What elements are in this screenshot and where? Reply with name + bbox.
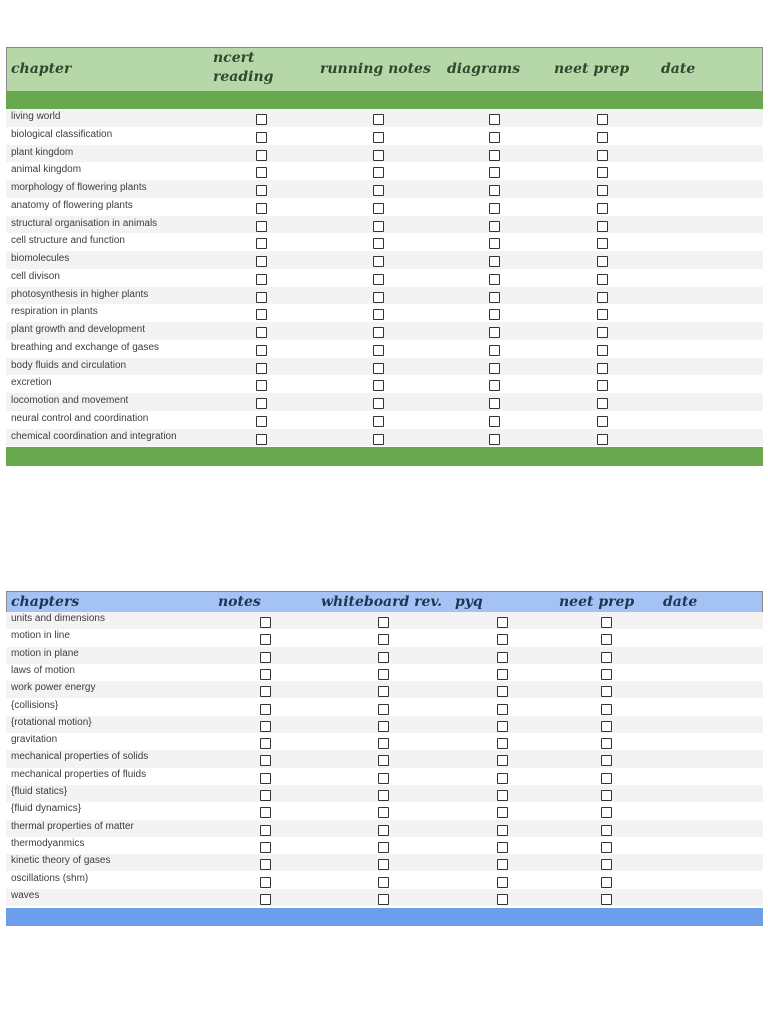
notes-checkbox[interactable]: [260, 634, 271, 645]
notes-checkbox[interactable]: [260, 686, 271, 697]
header-notes: notes: [218, 594, 261, 610]
ncert-reading-checkbox[interactable]: [256, 203, 267, 214]
chapter-label: living world: [11, 111, 61, 122]
neet-prep-checkbox[interactable]: [601, 669, 612, 680]
neet-prep-checkbox[interactable]: [597, 327, 608, 338]
notes-checkbox[interactable]: [260, 859, 271, 870]
table-row: [6, 393, 763, 411]
diagrams-checkbox[interactable]: [489, 309, 500, 320]
table-row: [6, 340, 763, 358]
chapter-label: {fluid dynamics}: [11, 803, 82, 815]
whiteboard-rev-checkbox[interactable]: [378, 842, 389, 853]
chapter-label: motion in line: [11, 630, 70, 642]
pyq-checkbox[interactable]: [497, 686, 508, 697]
whiteboard-rev-checkbox[interactable]: [378, 652, 389, 663]
notes-checkbox[interactable]: [260, 790, 271, 801]
biology-header-row: [6, 47, 763, 92]
neet-prep-checkbox[interactable]: [597, 238, 608, 249]
whiteboard-rev-checkbox[interactable]: [378, 790, 389, 801]
chapter-label: body fluids and circulation: [11, 359, 127, 371]
diagrams-checkbox[interactable]: [489, 345, 500, 356]
ncert-reading-checkbox[interactable]: [256, 309, 267, 320]
table-row: [6, 681, 763, 698]
neet-prep-checkbox[interactable]: [597, 221, 608, 232]
diagrams-checkbox[interactable]: [489, 256, 500, 267]
neet-prep-checkbox[interactable]: [597, 114, 608, 125]
diagrams-checkbox[interactable]: [489, 132, 500, 143]
chapter-label: respiration in plants: [11, 306, 98, 318]
neet-prep-checkbox[interactable]: [597, 363, 608, 374]
whiteboard-rev-checkbox[interactable]: [378, 617, 389, 628]
chapter-label: chemical coordination and integration: [11, 430, 177, 442]
running-notes-checkbox[interactable]: [373, 274, 384, 285]
table-row: [6, 145, 763, 163]
table-row: [6, 180, 763, 198]
pyq-checkbox[interactable]: [497, 825, 508, 836]
chapter-label: mechanical properties of solids: [11, 751, 149, 763]
notes-checkbox[interactable]: [260, 825, 271, 836]
chapter-label: mechanical properties of fluids: [11, 768, 147, 780]
notes-checkbox[interactable]: [260, 877, 271, 888]
pyq-checkbox[interactable]: [497, 894, 508, 905]
header-running-notes: running notes: [320, 61, 431, 77]
neet-prep-checkbox[interactable]: [601, 634, 612, 645]
table-row: [6, 322, 763, 340]
neet-prep-checkbox[interactable]: [601, 755, 612, 766]
ncert-reading-checkbox[interactable]: [256, 274, 267, 285]
table-row: [6, 198, 763, 216]
ncert-reading-checkbox[interactable]: [256, 398, 267, 409]
chapter-label: biological classification: [11, 128, 113, 140]
neet-prep-checkbox[interactable]: [597, 398, 608, 409]
header-whiteboard-rev: whiteboard rev.: [321, 594, 443, 610]
table-row: [6, 429, 763, 447]
pyq-checkbox[interactable]: [497, 634, 508, 645]
chapter-label: work power energy: [11, 682, 96, 694]
chapter-label: thermodyanmics: [11, 837, 85, 849]
pyq-checkbox[interactable]: [497, 721, 508, 732]
whiteboard-rev-checkbox[interactable]: [378, 894, 389, 905]
notes-checkbox[interactable]: [260, 755, 271, 766]
table-row: [6, 664, 763, 681]
notes-checkbox[interactable]: [260, 773, 271, 784]
header-date: date: [661, 61, 696, 77]
ncert-reading-checkbox[interactable]: [256, 167, 267, 178]
running-notes-checkbox[interactable]: [373, 327, 384, 338]
chapter-label: structural organisation in animals: [11, 217, 158, 229]
running-notes-checkbox[interactable]: [373, 309, 384, 320]
notes-checkbox[interactable]: [260, 617, 271, 628]
chapter-label: breathing and exchange of gases: [11, 341, 159, 353]
diagrams-checkbox[interactable]: [489, 167, 500, 178]
table-row: [6, 233, 763, 251]
header-date: date: [663, 594, 698, 610]
pyq-checkbox[interactable]: [497, 704, 508, 715]
chapter-label: laws of motion: [11, 664, 75, 676]
pyq-checkbox[interactable]: [497, 755, 508, 766]
chapter-label: morphology of flowering plants: [11, 182, 147, 193]
neet-prep-checkbox[interactable]: [601, 894, 612, 905]
diagrams-checkbox[interactable]: [489, 185, 500, 196]
whiteboard-rev-checkbox[interactable]: [378, 755, 389, 766]
whiteboard-rev-checkbox[interactable]: [378, 721, 389, 732]
table-row: [6, 216, 763, 234]
chapter-label: motion in plane: [11, 647, 79, 659]
ncert-reading-checkbox[interactable]: [256, 150, 267, 161]
chapter-label: anatomy of flowering plants: [11, 199, 133, 211]
notes-checkbox[interactable]: [260, 842, 271, 853]
running-notes-checkbox[interactable]: [373, 221, 384, 232]
table-row: [6, 269, 763, 287]
ncert-reading-checkbox[interactable]: [256, 221, 267, 232]
neet-prep-checkbox[interactable]: [601, 842, 612, 853]
chapter-label: excretion: [11, 377, 52, 389]
header-neet-prep: neet prep: [554, 61, 630, 77]
biology-top-band: [6, 91, 763, 109]
running-notes-checkbox[interactable]: [373, 398, 384, 409]
whiteboard-rev-checkbox[interactable]: [378, 807, 389, 818]
running-notes-checkbox[interactable]: [373, 363, 384, 374]
running-notes-checkbox[interactable]: [373, 434, 384, 445]
table-row: [6, 837, 763, 854]
table-row: [6, 162, 763, 180]
running-notes-checkbox[interactable]: [373, 114, 384, 125]
ncert-reading-checkbox[interactable]: [256, 416, 267, 427]
ncert-reading-checkbox[interactable]: [256, 380, 267, 391]
diagrams-checkbox[interactable]: [489, 292, 500, 303]
diagrams-checkbox[interactable]: [489, 363, 500, 374]
pyq-checkbox[interactable]: [497, 773, 508, 784]
table-row: [6, 733, 763, 750]
running-notes-checkbox[interactable]: [373, 203, 384, 214]
diagrams-checkbox[interactable]: [489, 221, 500, 232]
neet-prep-checkbox[interactable]: [601, 825, 612, 836]
diagrams-checkbox[interactable]: [489, 434, 500, 445]
pyq-checkbox[interactable]: [497, 790, 508, 801]
ncert-reading-checkbox[interactable]: [256, 434, 267, 445]
chapter-label: {rotational motion}: [11, 716, 92, 728]
diagrams-checkbox[interactable]: [489, 380, 500, 391]
pyq-checkbox[interactable]: [497, 859, 508, 870]
chapter-label: plant growth and development: [11, 324, 145, 335]
running-notes-checkbox[interactable]: [373, 238, 384, 249]
notes-checkbox[interactable]: [260, 652, 271, 663]
ncert-reading-checkbox[interactable]: [256, 238, 267, 249]
table-row: [6, 699, 763, 716]
neet-prep-checkbox[interactable]: [597, 185, 608, 196]
whiteboard-rev-checkbox[interactable]: [378, 773, 389, 784]
physics-header-row: [6, 591, 763, 612]
table-row: [6, 375, 763, 393]
running-notes-checkbox[interactable]: [373, 185, 384, 196]
neet-prep-checkbox[interactable]: [601, 738, 612, 749]
table-row: [6, 768, 763, 785]
whiteboard-rev-checkbox[interactable]: [378, 825, 389, 836]
table-row: [6, 304, 763, 322]
diagrams-checkbox[interactable]: [489, 327, 500, 338]
chapter-label: kinetic theory of gases: [11, 855, 111, 867]
diagrams-checkbox[interactable]: [489, 416, 500, 427]
neet-prep-checkbox[interactable]: [601, 617, 612, 628]
table-row: [6, 785, 763, 802]
header-chapters: chapters: [11, 594, 80, 610]
whiteboard-rev-checkbox[interactable]: [378, 634, 389, 645]
table-row: [6, 820, 763, 837]
chapter-label: {collisions}: [11, 699, 59, 711]
chapter-label: thermal properties of matter: [11, 820, 134, 832]
pyq-checkbox[interactable]: [497, 669, 508, 680]
neet-prep-checkbox[interactable]: [597, 167, 608, 178]
chapter-label: cell divison: [11, 270, 60, 282]
neet-prep-checkbox[interactable]: [601, 721, 612, 732]
chapter-label: neural control and coordination: [11, 412, 149, 424]
running-notes-checkbox[interactable]: [373, 380, 384, 391]
running-notes-checkbox[interactable]: [373, 345, 384, 356]
header-chapter: chapter: [11, 61, 72, 77]
notes-checkbox[interactable]: [260, 669, 271, 680]
running-notes-checkbox[interactable]: [373, 292, 384, 303]
pyq-checkbox[interactable]: [497, 877, 508, 888]
table-row: [6, 889, 763, 906]
table-row: [6, 854, 763, 871]
ncert-reading-checkbox[interactable]: [256, 363, 267, 374]
chapter-label: animal kingdom: [11, 164, 82, 176]
chapter-label: biomolecules: [11, 253, 70, 264]
whiteboard-rev-checkbox[interactable]: [378, 738, 389, 749]
diagrams-checkbox[interactable]: [489, 114, 500, 125]
pyq-checkbox[interactable]: [497, 807, 508, 818]
table-row: [6, 629, 763, 646]
pyq-checkbox[interactable]: [497, 738, 508, 749]
neet-prep-checkbox[interactable]: [601, 686, 612, 697]
chapter-label: oscillations (shm): [11, 872, 89, 884]
neet-prep-checkbox[interactable]: [597, 345, 608, 356]
neet-prep-checkbox[interactable]: [597, 274, 608, 285]
table-row: [6, 612, 763, 629]
neet-prep-checkbox[interactable]: [601, 807, 612, 818]
biology-tracker-table: [6, 47, 763, 466]
neet-prep-checkbox[interactable]: [597, 380, 608, 391]
whiteboard-rev-checkbox[interactable]: [378, 877, 389, 888]
neet-prep-checkbox[interactable]: [597, 150, 608, 161]
table-row: [6, 802, 763, 819]
table-row: [6, 411, 763, 429]
neet-prep-checkbox[interactable]: [601, 877, 612, 888]
table-row: [6, 287, 763, 305]
ncert-reading-checkbox[interactable]: [256, 132, 267, 143]
table-row: [6, 251, 763, 269]
diagrams-checkbox[interactable]: [489, 150, 500, 161]
ncert-reading-checkbox[interactable]: [256, 185, 267, 196]
neet-prep-checkbox[interactable]: [597, 309, 608, 320]
table-row: [6, 872, 763, 889]
pyq-checkbox[interactable]: [497, 617, 508, 628]
diagrams-checkbox[interactable]: [489, 203, 500, 214]
physics-tracker-table: [6, 591, 763, 926]
chapter-label: waves: [11, 889, 40, 901]
diagrams-checkbox[interactable]: [489, 238, 500, 249]
header-ncert-reading-line2: reading: [213, 69, 274, 85]
header-ncert-reading-line1: ncert: [213, 50, 255, 66]
biology-bottom-band: [6, 447, 763, 466]
running-notes-checkbox[interactable]: [373, 150, 384, 161]
pyq-checkbox[interactable]: [497, 842, 508, 853]
diagrams-checkbox[interactable]: [489, 398, 500, 409]
neet-prep-checkbox[interactable]: [597, 256, 608, 267]
header-pyq: pyq: [455, 594, 483, 610]
header-neet-prep: neet prep: [559, 594, 635, 610]
pyq-checkbox[interactable]: [497, 652, 508, 663]
ncert-reading-checkbox[interactable]: [256, 292, 267, 303]
diagrams-checkbox[interactable]: [489, 274, 500, 285]
chapter-label: gravitation: [11, 734, 58, 746]
neet-prep-checkbox[interactable]: [597, 203, 608, 214]
notes-checkbox[interactable]: [260, 894, 271, 905]
neet-prep-checkbox[interactable]: [597, 416, 608, 427]
notes-checkbox[interactable]: [260, 807, 271, 818]
table-row: [6, 647, 763, 664]
notes-checkbox[interactable]: [260, 704, 271, 715]
neet-prep-checkbox[interactable]: [601, 790, 612, 801]
ncert-reading-checkbox[interactable]: [256, 345, 267, 356]
neet-prep-checkbox[interactable]: [597, 292, 608, 303]
neet-prep-checkbox[interactable]: [597, 434, 608, 445]
chapter-label: plant kingdom: [11, 146, 74, 158]
whiteboard-rev-checkbox[interactable]: [378, 859, 389, 870]
table-row: [6, 750, 763, 767]
whiteboard-rev-checkbox[interactable]: [378, 704, 389, 715]
chapter-label: units and dimensions: [11, 613, 105, 624]
notes-checkbox[interactable]: [260, 738, 271, 749]
table-row: [6, 716, 763, 733]
running-notes-checkbox[interactable]: [373, 167, 384, 178]
physics-bottom-band: [6, 908, 763, 926]
table-row: [6, 358, 763, 376]
neet-prep-checkbox[interactable]: [601, 652, 612, 663]
notes-checkbox[interactable]: [260, 721, 271, 732]
ncert-reading-checkbox[interactable]: [256, 256, 267, 267]
ncert-reading-checkbox[interactable]: [256, 114, 267, 125]
running-notes-checkbox[interactable]: [373, 416, 384, 427]
header-diagrams: diagrams: [447, 61, 521, 77]
table-row: [6, 109, 763, 127]
chapter-label: {fluid statics}: [11, 786, 68, 797]
ncert-reading-checkbox[interactable]: [256, 327, 267, 338]
neet-prep-checkbox[interactable]: [597, 132, 608, 143]
whiteboard-rev-checkbox[interactable]: [378, 686, 389, 697]
whiteboard-rev-checkbox[interactable]: [378, 669, 389, 680]
running-notes-checkbox[interactable]: [373, 132, 384, 143]
neet-prep-checkbox[interactable]: [601, 704, 612, 715]
chapter-label: photosynthesis in higher plants: [11, 288, 149, 300]
chapter-label: cell structure and function: [11, 235, 125, 247]
table-row: [6, 127, 763, 145]
neet-prep-checkbox[interactable]: [601, 773, 612, 784]
running-notes-checkbox[interactable]: [373, 256, 384, 267]
chapter-label: locomotion and movement: [11, 395, 129, 406]
neet-prep-checkbox[interactable]: [601, 859, 612, 870]
